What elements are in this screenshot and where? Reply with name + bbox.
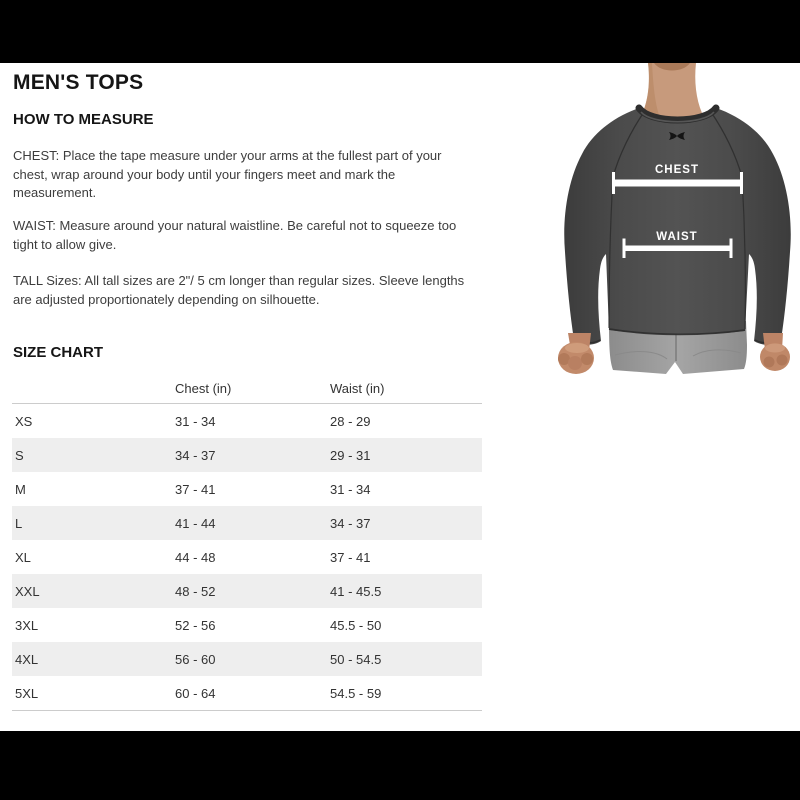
how-to-measure-heading: HOW TO MEASURE	[13, 111, 154, 128]
chest-cell: 60 - 64	[175, 676, 330, 711]
table-row	[12, 506, 482, 540]
size-cell: 3XL	[15, 617, 39, 633]
waist-cell: 34 - 37	[330, 515, 371, 531]
waist-cell: 37 - 41	[330, 549, 371, 565]
chest-column-header: Chest (in)	[175, 374, 330, 404]
size-cell: XXL	[15, 583, 40, 599]
shirt-graphic	[564, 108, 791, 345]
waist-instructions: WAIST: Measure around your natural waistline. Be careful not to squeeze too tight to allow give.	[13, 218, 457, 252]
size-cell: M	[15, 481, 26, 497]
neck-graphic	[643, 63, 702, 120]
chest-measure-label: CHEST	[655, 164, 699, 176]
table-row	[12, 642, 482, 676]
tall-sizes-note: TALL Sizes: All tall sizes are 2"/ 5 cm longer than regular sizes. Sleeve lengths are adjusted proportionately depending on silhouette.	[13, 273, 465, 307]
right-hand-graphic	[760, 333, 790, 371]
table-row	[12, 438, 482, 472]
letterbox-bottom	[0, 731, 800, 800]
size-cell: S	[15, 447, 24, 463]
size-chart-heading: SIZE CHART	[13, 344, 103, 361]
table-row	[12, 404, 482, 439]
size-table-header-row	[12, 374, 482, 404]
chest-cell: 37 - 41	[175, 481, 216, 497]
waist-cell: 50 - 54.5	[330, 651, 382, 667]
chest-cell: 34 - 37	[175, 447, 216, 463]
waist-cell: 31 - 34	[330, 481, 371, 497]
table-row	[12, 676, 482, 711]
chest-cell: 31 - 34	[175, 413, 216, 429]
table-row	[12, 608, 482, 642]
table-row	[12, 540, 482, 574]
table-row	[12, 472, 482, 506]
chest-cell: 44 - 48	[175, 549, 216, 565]
waist-cell: 41 - 45.5	[330, 583, 382, 599]
table-row	[12, 574, 482, 608]
waist-column-header: Waist (in)	[330, 374, 482, 404]
waist-measure-label: WAIST	[656, 231, 698, 243]
chest-cell: 56 - 60	[175, 651, 216, 667]
size-cell: XS	[15, 413, 33, 429]
size-cell: XL	[15, 549, 31, 565]
waist-cell: 28 - 29	[330, 413, 371, 429]
waist-cell: 45.5 - 50	[330, 617, 382, 633]
waist-cell: 29 - 31	[330, 447, 371, 463]
waist-cell: 54.5 - 59	[330, 676, 482, 711]
page-title: MEN'S TOPS	[13, 71, 144, 94]
chest-instructions: CHEST: Place the tape measure under your arms at the fullest part of your chest, wrap around your body until your fingers meet and mark the measurement.	[13, 148, 442, 200]
size-chart-table	[12, 374, 482, 711]
model-photo	[555, 63, 800, 378]
chest-cell: 41 - 44	[175, 515, 216, 531]
chest-cell: 52 - 56	[175, 617, 216, 633]
size-guide-panel	[0, 63, 800, 731]
chest-cell: 48 - 52	[175, 583, 216, 599]
size-table-body	[12, 404, 482, 711]
letterbox-top	[0, 0, 800, 63]
size-column-header	[12, 374, 175, 404]
size-cell: 4XL	[15, 651, 39, 667]
left-hand-graphic	[558, 333, 594, 374]
size-cell: 5XL	[12, 676, 175, 711]
size-cell: L	[15, 515, 23, 531]
